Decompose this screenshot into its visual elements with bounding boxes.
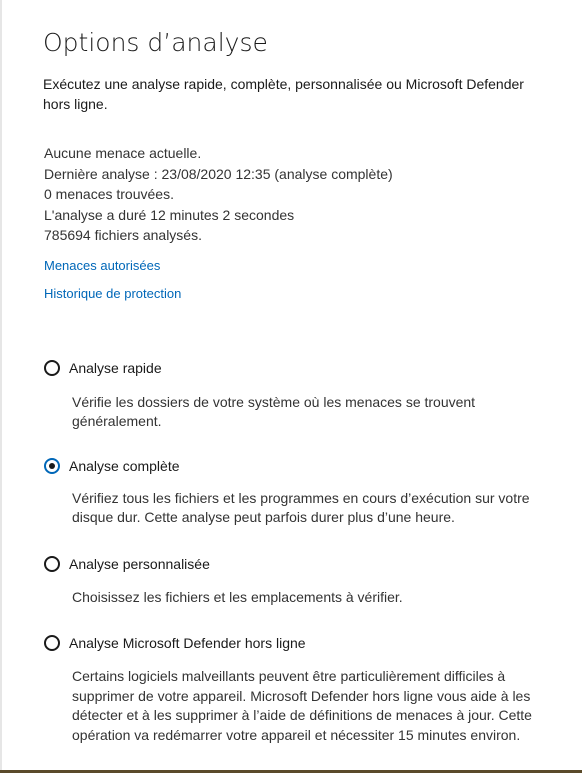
page-subtitle: Exécutez une analyse rapide, complète, personnalisée ou Microsoft Defender hors ligne. [43, 76, 524, 112]
window-left-border [0, 0, 2, 773]
scan-type-radio-group [43, 357, 553, 746]
full-scan-label[interactable]: Analyse complète [69, 457, 180, 474]
files-scanned-text: 785694 fichiers analysés. [44, 227, 202, 243]
threat-status-text: Aucune menace actuelle. [44, 145, 202, 161]
allowed-threats-link[interactable]: Menaces autorisées [44, 257, 161, 273]
scan-status [44, 143, 553, 246]
offline-scan-option [43, 632, 553, 745]
quick-scan-option [43, 357, 553, 432]
protection-history-link[interactable]: Historique de protection [44, 285, 182, 301]
threats-found-text: 0 menaces trouvées. [44, 186, 174, 202]
offline-scan-description: Certains logiciels malveillants peuvent être particulièrement difficiles à supprimer de votre appareil. Microsoft Defender hors ligne vous aide à les détecter et à les supprimer à l’aide de définitions de menaces à jour. Cette opération va redémarrer votre appareil et nécessiter 15 minutes environ. [72, 668, 532, 743]
scan-options-panel [43, 26, 553, 745]
quick-scan-radio[interactable] [44, 360, 60, 376]
custom-scan-option [43, 553, 553, 608]
offline-scan-radio[interactable] [44, 635, 60, 651]
full-scan-option [43, 455, 553, 528]
quick-scan-radio-row[interactable] [43, 357, 553, 379]
offline-scan-label[interactable]: Analyse Microsoft Defender hors ligne [69, 635, 306, 651]
full-scan-description: Vérifiez tous les fichiers et les programmes en cours d’exécution sur votre disque dur. Cette analyse peut parfois durer plus d’une heure. [72, 489, 530, 525]
scan-duration-text: L'analyse a duré 12 minutes 2 secondes [44, 206, 295, 223]
quick-scan-label[interactable]: Analyse rapide [69, 359, 162, 376]
offline-scan-radio-row[interactable] [43, 632, 553, 654]
custom-scan-description: Choisissez les fichiers et les emplacements à vérifier. [72, 588, 403, 605]
custom-scan-label[interactable]: Analyse personnalisée [69, 555, 210, 572]
last-scan-text: Dernière analyse : 23/08/2020 12:35 (analyse complète) [44, 165, 393, 182]
full-scan-radio-row[interactable] [43, 455, 553, 477]
full-scan-radio[interactable] [44, 458, 60, 474]
custom-scan-radio[interactable] [44, 556, 60, 572]
custom-scan-radio-row[interactable] [43, 553, 553, 575]
page-title: Options d’analyse [43, 28, 268, 57]
quick-scan-description: Vérifie les dossiers de votre système où les menaces se trouvent généralement. [72, 393, 476, 429]
